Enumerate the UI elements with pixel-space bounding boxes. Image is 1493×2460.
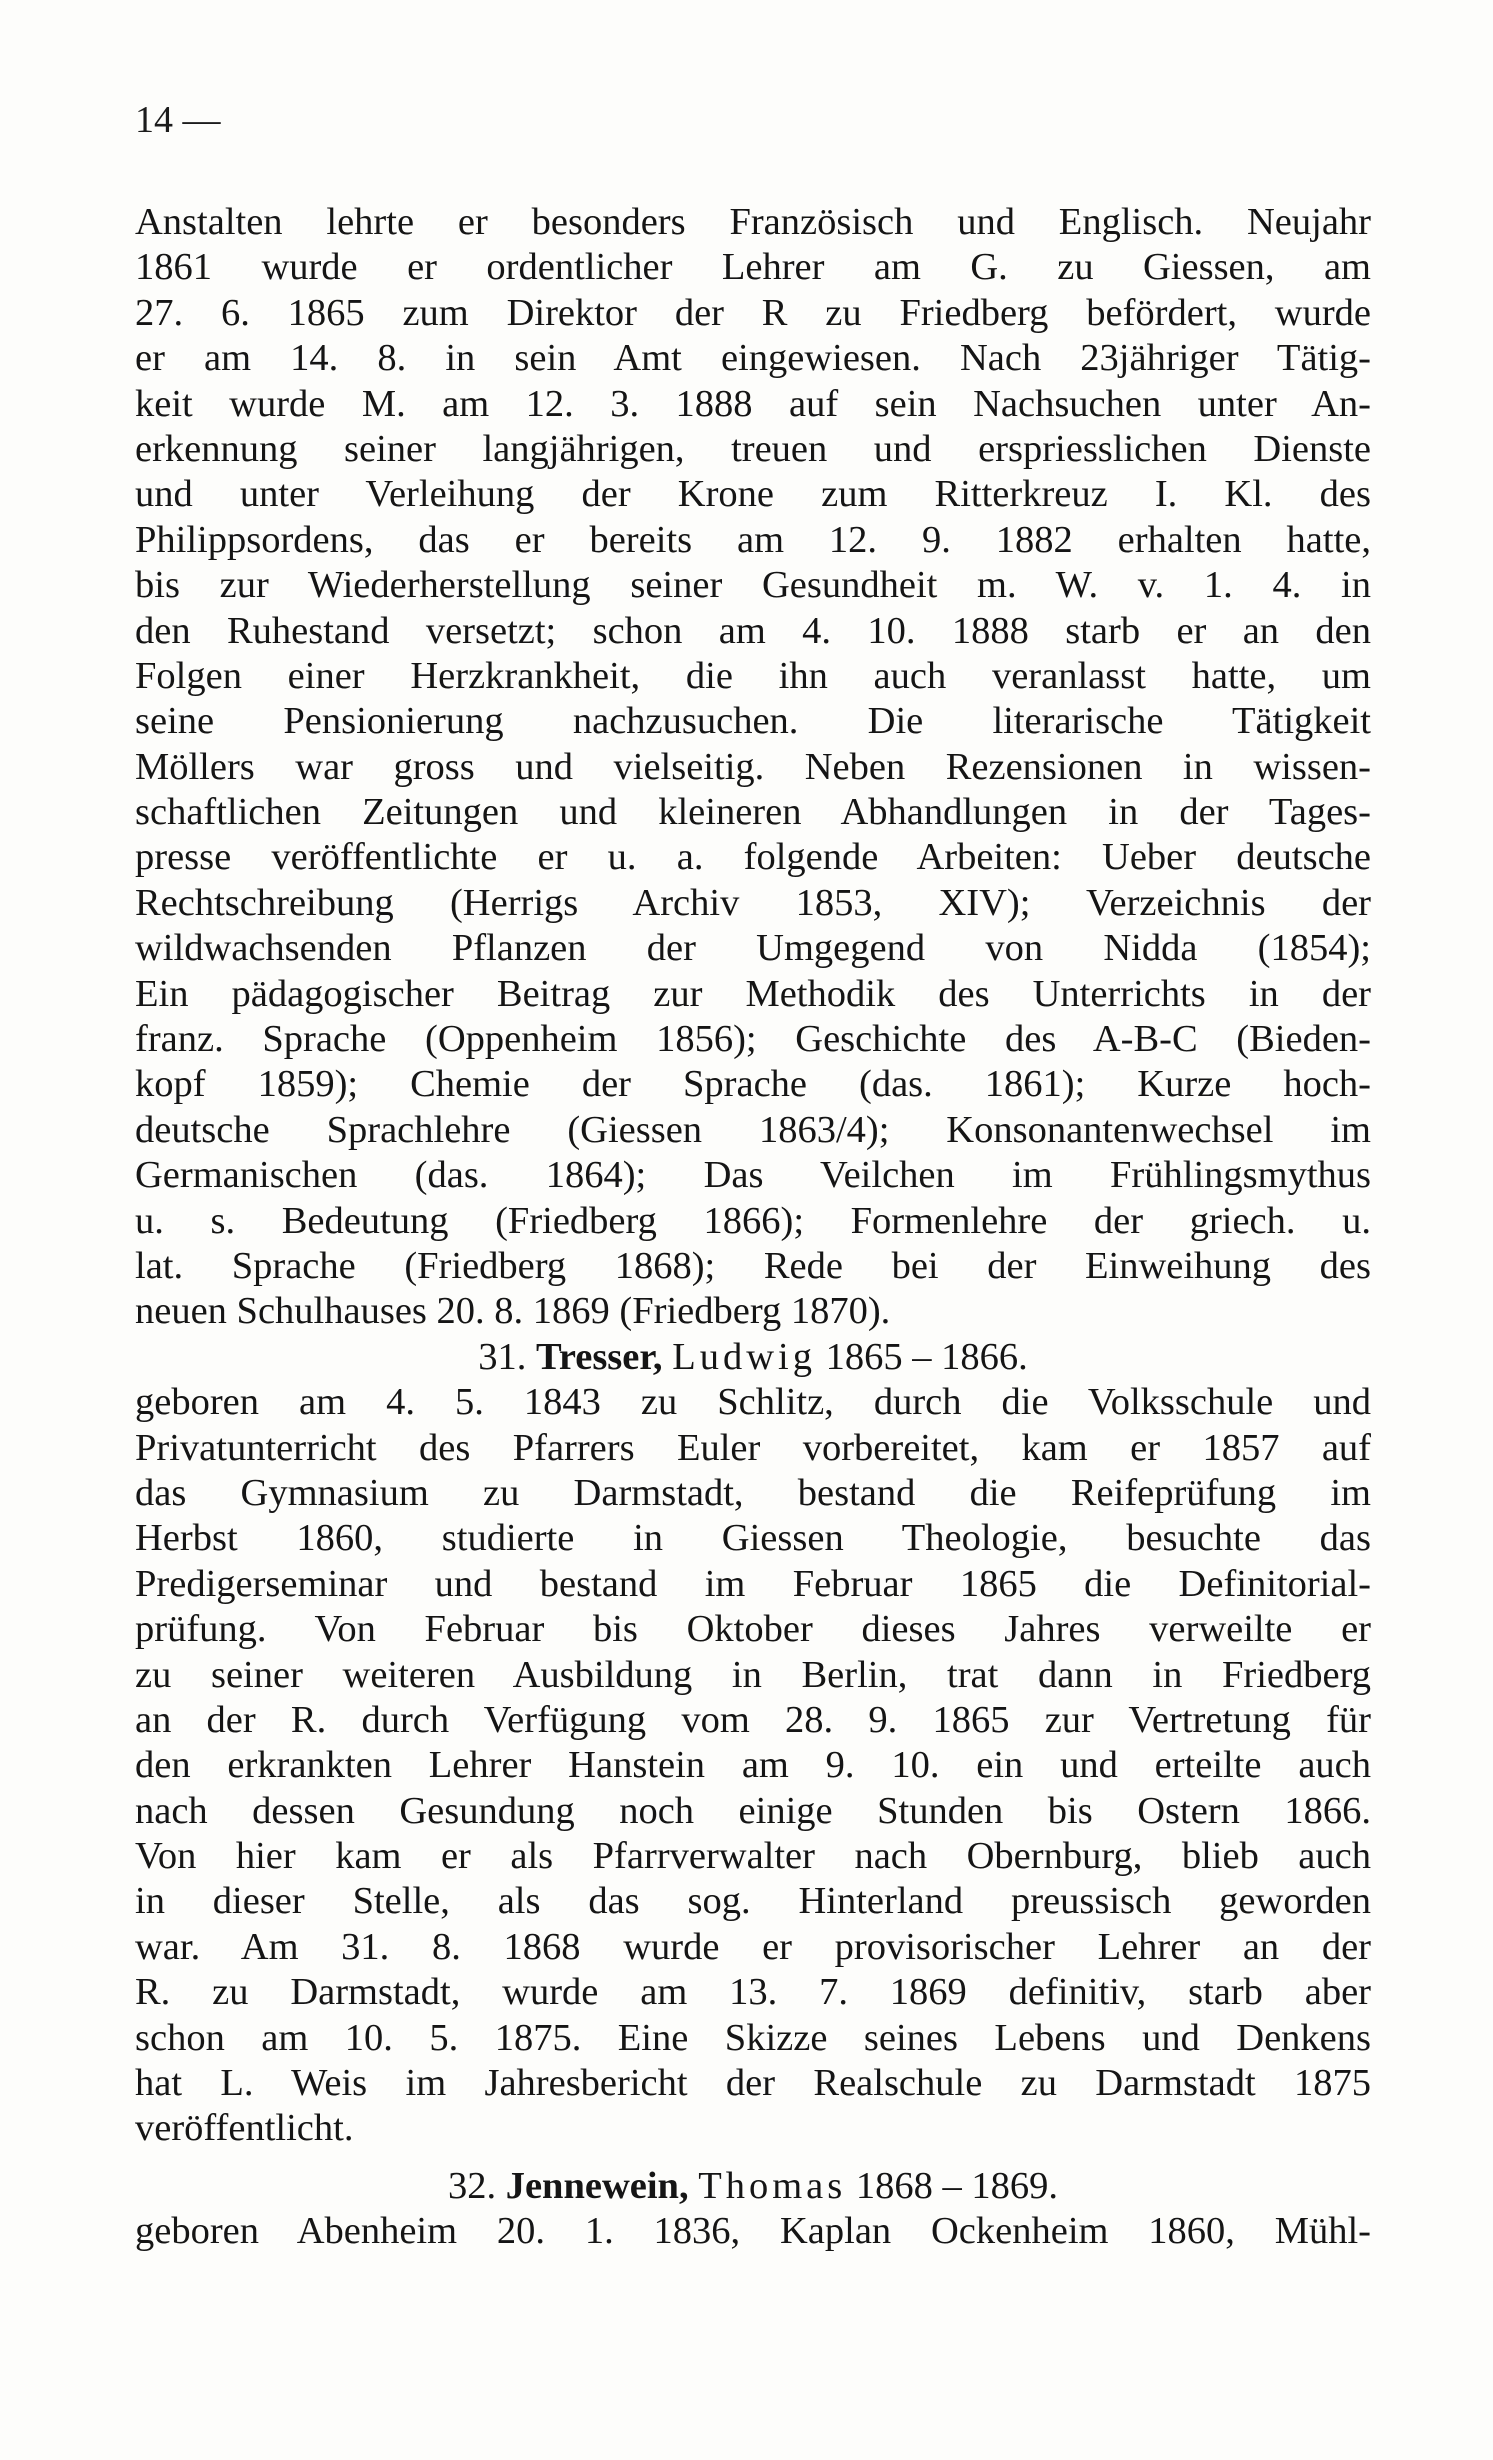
entry-heading <box>135 1335 1371 1380</box>
entry-surname: Tresser, <box>536 1335 663 1378</box>
page-body <box>135 200 1371 2255</box>
text-line: den Ruhestand versetzt; schon am 4. 10. 1888 starb er an den <box>135 609 1371 652</box>
text-line: Herbst 1860, studierte in Giessen Theologie, besuchte das <box>135 1517 1371 1560</box>
text-line: bis zur Wiederherstellung seiner Gesundheit m. W. v. 1. 4. in <box>135 564 1371 607</box>
text-line: den erkrankten Lehrer Hanstein am 9. 10. ein und erteilte auch <box>135 1744 1371 1787</box>
text-line: 1861 wurde er ordentlicher Lehrer am G. zu Giessen, am <box>135 246 1371 289</box>
entry-given-name: Thomas <box>698 2164 847 2207</box>
text-line: Ein pädagogischer Beitrag zur Methodik des Unterrichts in der <box>135 972 1371 1015</box>
text-line: in dieser Stelle, als das sog. Hinterland preussisch geworden <box>135 1880 1371 1923</box>
page-number-header: 14 — <box>135 99 221 141</box>
entry-given-name: Ludwig <box>672 1335 816 1378</box>
text-line: kopf 1859); Chemie der Sprache (das. 1861); Kurze hoch- <box>135 1063 1371 1106</box>
text-line: Philippsordens, das er bereits am 12. 9. 1882 erhalten hatte, <box>135 518 1371 561</box>
text-line: er am 14. 8. in sein Amt eingewiesen. Nach 23jähriger Tätig- <box>135 337 1371 380</box>
text-line: presse veröffentlichte er u. a. folgende Arbeiten: Ueber deutsche <box>135 836 1371 879</box>
text-line: wildwachsenden Pflanzen der Umgegend von Nidda (1854); <box>135 927 1371 970</box>
text-line: lat. Sprache (Friedberg 1868); Rede bei der Einweihung des <box>135 1244 1371 1287</box>
text-line: Rechtschreibung (Herrigs Archiv 1853, XIV); Verzeichnis der <box>135 881 1371 924</box>
text-line: 27. 6. 1865 zum Direktor der R zu Friedberg befördert, wurde <box>135 291 1371 334</box>
text-line: veröffentlicht. <box>135 2107 354 2150</box>
text-line: R. zu Darmstadt, wurde am 13. 7. 1869 definitiv, starb aber <box>135 1971 1371 2014</box>
entry-number: 31. <box>478 1335 527 1378</box>
text-line: u. s. Bedeutung (Friedberg 1866); Formenlehre der griech. u. <box>135 1199 1371 1242</box>
entry-31 <box>135 1335 1371 2152</box>
text-line: das Gymnasium zu Darmstadt, bestand die Reifeprüfung im <box>135 1471 1371 1514</box>
text-line: geboren am 4. 5. 1843 zu Schlitz, durch die Volksschule und <box>135 1381 1371 1424</box>
text-line: schon am 10. 5. 1875. Eine Skizze seines Lebens und Denkens <box>135 2016 1371 2059</box>
entry-years: 1865 – 1866. <box>825 1335 1028 1378</box>
text-line: keit wurde M. am 12. 3. 1888 auf sein Nachsuchen unter An- <box>135 382 1371 425</box>
text-line: Möllers war gross und vielseitig. Neben Rezensionen in wissen- <box>135 745 1371 788</box>
entry-years: 1868 – 1869. <box>855 2164 1059 2207</box>
text-line: war. Am 31. 8. 1868 wurde er provisorischer Lehrer an der <box>135 1925 1371 1968</box>
text-line: an der R. durch Verfügung vom 28. 9. 1865 zur Vertretung für <box>135 1698 1371 1741</box>
text-line: zu seiner weiteren Ausbildung in Berlin, trat dann in Friedberg <box>135 1653 1371 1696</box>
text-line: deutsche Sprachlehre (Giessen 1863/4); Konsonantenwechsel im <box>135 1108 1371 1151</box>
text-line: Predigerseminar und bestand im Februar 1865 die Definitorial- <box>135 1562 1371 1605</box>
entry-surname: Jennewein, <box>505 2164 689 2207</box>
section-30-continued <box>135 200 1371 1335</box>
entry-number: 32. <box>447 2164 497 2207</box>
entry-spacer <box>135 2152 1371 2164</box>
text-line: hat L. Weis im Jahresbericht der Realschule zu Darmstadt 1875 <box>135 2062 1371 2105</box>
text-line: Anstalten lehrte er besonders Französisch und Englisch. Neujahr <box>135 201 1371 243</box>
text-line: geboren Abenheim 20. 1. 1836, Kaplan Ockenheim 1860, Mühl- <box>135 2210 1371 2253</box>
text-line: Germanischen (das. 1864); Das Veilchen im Frühlingsmythus <box>135 1154 1371 1197</box>
text-line: neuen Schulhauses 20. 8. 1869 (Friedberg 1870). <box>135 1290 891 1333</box>
text-line: und unter Verleihung der Krone zum Ritterkreuz I. Kl. des <box>135 473 1371 516</box>
text-line: erkennung seiner langjährigen, treuen und erspriesslichen Dienste <box>135 427 1371 470</box>
text-line: franz. Sprache (Oppenheim 1856); Geschichte des A-B-C (Bieden- <box>135 1018 1371 1061</box>
text-line: Von hier kam er als Pfarrverwalter nach Obernburg, blieb auch <box>135 1835 1371 1878</box>
text-line: Folgen einer Herzkrankheit, die ihn auch veranlasst hatte, um <box>135 654 1371 697</box>
text-line: seine Pensionierung nachzusuchen. Die literarische Tätigkeit <box>135 700 1371 743</box>
entry-heading <box>135 2164 1371 2209</box>
text-line: Privatunterricht des Pfarrers Euler vorbereitet, kam er 1857 auf <box>135 1426 1371 1469</box>
text-line: nach dessen Gesundung noch einige Stunden bis Ostern 1866. <box>135 1789 1371 1832</box>
text-line: prüfung. Von Februar bis Oktober dieses Jahres verweilte er <box>135 1608 1371 1651</box>
text-line: schaftlichen Zeitungen und kleineren Abhandlungen in der Tages- <box>135 791 1371 834</box>
entry-32 <box>135 2164 1371 2255</box>
